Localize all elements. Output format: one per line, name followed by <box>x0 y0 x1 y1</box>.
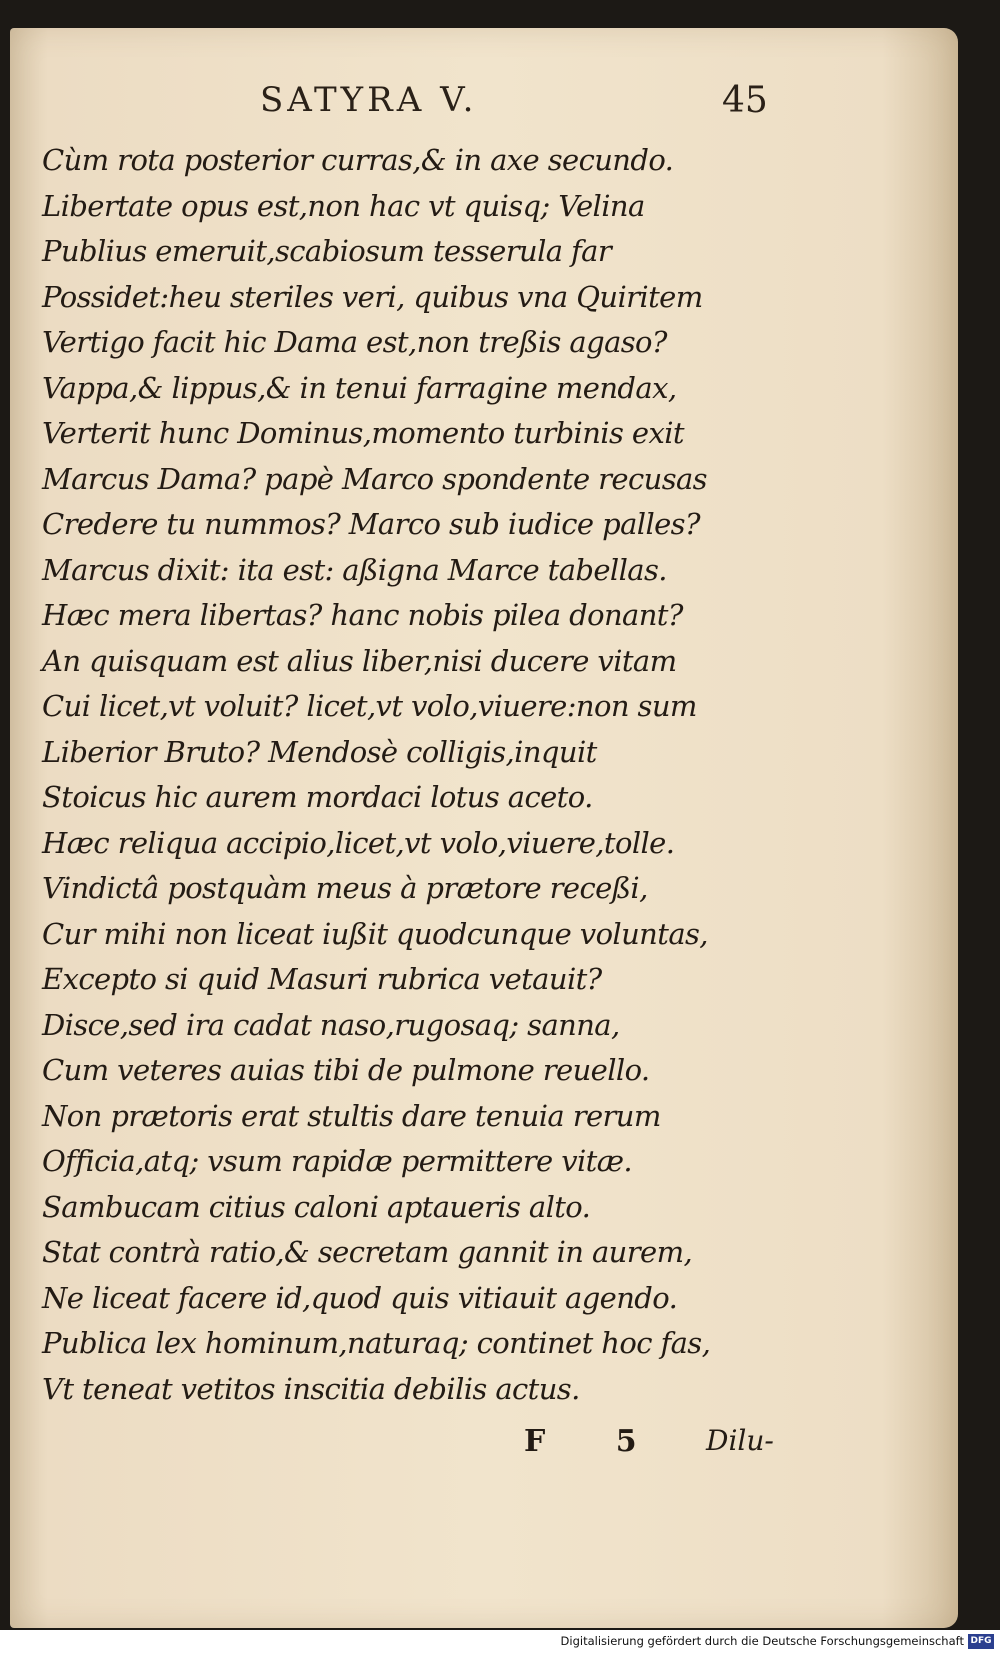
verse-line: Excepto si quid Masuri rubrica vetauit? <box>42 962 602 996</box>
verse-line: Vindictâ postquàm meus à prætore receßi, <box>42 871 648 905</box>
credit-text: Digitalisierung gefördert durch die Deutsche Forschungsgemeinschaft <box>560 1634 964 1648</box>
credit-bar <box>0 1630 1000 1654</box>
verse-line: Cur mihi non liceat iußit quodcunque voluntas, <box>42 916 708 951</box>
verse-line: Non prætoris erat stultis dare tenuia rerum <box>42 1098 661 1133</box>
verse-line: Marcus dixit: ita est: aßigna Marce tabellas. <box>42 552 667 587</box>
verse-line: Credere tu nummos? Marco sub iudice palles? <box>42 507 700 541</box>
page-number: 45 <box>722 80 768 121</box>
verse-line: Sambucam citius caloni aptaueris alto. <box>42 1189 591 1224</box>
verse-line: Publius emeruit,scabiosum tesserula far <box>42 234 612 268</box>
verse-line: Disce,sed ira cadat naso,rugosaq; sanna, <box>42 1007 620 1042</box>
verse-line: Hæc reliqua accipio,licet,vt volo,viuere,tolle. <box>42 825 675 860</box>
verse-line: Hæc mera libertas? hanc nobis pilea donant? <box>42 598 683 632</box>
verse-line: Liberior Bruto? Mendosè colligis,inquit <box>42 734 597 769</box>
verse-line: Possidet:heu steriles veri, quibus vna Quiritem <box>42 279 703 314</box>
verse-line: Ne liceat facere id,quod quis vitiauit agendo. <box>42 1280 678 1315</box>
signature-mark: F 5 <box>524 1424 667 1459</box>
catchword: Dilu- <box>706 1424 774 1457</box>
verse-line: Vertigo facit hic Dama est,non treßis agaso? <box>42 325 667 359</box>
running-head: SATYRA V. <box>260 80 478 120</box>
verse-line: Stoicus hic aurem mordaci lotus aceto. <box>42 780 593 814</box>
verse-line: Verterit hunc Dominus,momento turbinis exit <box>42 416 684 450</box>
verse-line: Cum veteres auias tibi de pulmone reuello. <box>42 1053 650 1087</box>
verse-list <box>42 138 742 1412</box>
verse-line: Publica lex hominum,naturaq; continet hoc fas, <box>42 1326 711 1360</box>
verse-line: Officia,atq; vsum rapidæ permittere vitæ. <box>42 1144 632 1178</box>
verse-line: Vt teneat vetitos inscitia debilis actus. <box>42 1371 580 1406</box>
page-footer <box>0 1424 1000 1468</box>
page-header <box>0 80 1000 130</box>
verse-line: Cùm rota posterior curras,& in axe secundo. <box>42 143 674 177</box>
verse-line: Libertate opus est,non hac vt quisq; Velina <box>42 188 645 223</box>
verse-line: Vappa,& lippus,& in tenui farragine mendax, <box>42 370 677 405</box>
verse-line: Marcus Dama? papè Marco spondente recusas <box>42 461 707 496</box>
dfg-logo: DFG <box>968 1634 994 1649</box>
verse-line: Cui licet,vt voluit? licet,vt volo,viuere:non sum <box>42 689 697 723</box>
verse-line: Stat contrà ratio,& secretam gannit in aurem, <box>42 1235 693 1269</box>
verse-line: An quisquam est alius liber,nisi ducere vitam <box>42 643 677 678</box>
